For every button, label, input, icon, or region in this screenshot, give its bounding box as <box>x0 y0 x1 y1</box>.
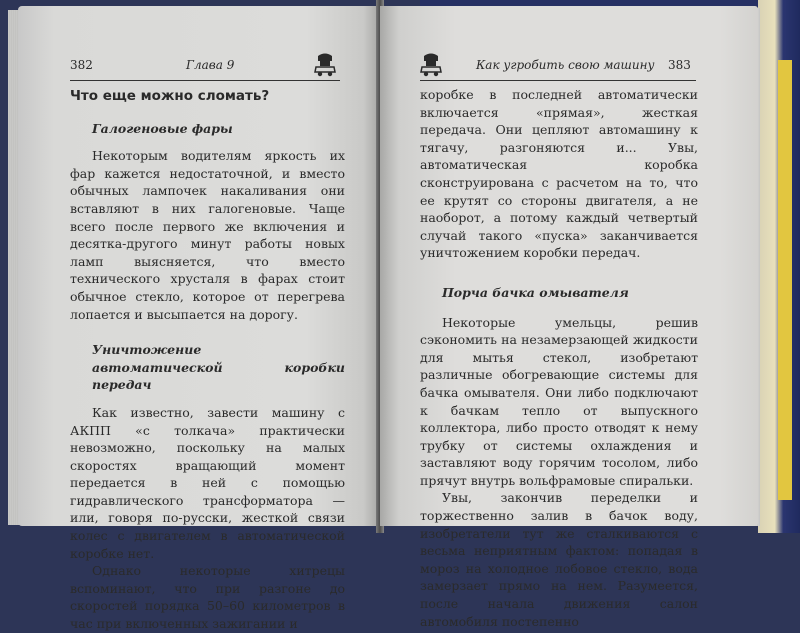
right-page-body <box>420 86 698 630</box>
header-rule <box>420 80 696 81</box>
right-page-number: 383 <box>668 58 691 72</box>
car-driver-icon <box>314 52 336 78</box>
left-page-body <box>70 88 345 633</box>
paragraph: Как известно, завести машину с АКПП «с толкача» практически невозможно, поскольку на малых скоростях вращающий момент передается в ней с помощью гидравлического трансформатора — или, говоря по-русски, жесткой связи колес с двигателем в автоматической коробке нет. <box>70 404 345 561</box>
paragraph-continuation: коробке в последней автоматически включается «прямая», жесткая передача. Они цепляют автомашину к тягачу, разгоняются и... Увы, автоматическая коробка сконструирована с расчетом на то, что ее крутят со стороны двигателя, а не наоборот, а потому каждый четвертый случай такого «пуска» заканчивается уничтожением коробки передач. <box>420 87 698 261</box>
header-rule <box>70 80 340 81</box>
left-page <box>18 6 378 632</box>
car-driver-icon <box>420 52 442 78</box>
paragraph: Однако некоторые хитрецы вспоминают, что при разгоне до скоростей порядка 50–60 километров в час при включенных зажигании и <box>70 563 345 632</box>
subheading-transmission-line1: Уничтожение <box>92 342 202 358</box>
cover-yellow-strip <box>778 60 792 500</box>
running-title: Как угробить свою машину <box>476 58 655 72</box>
chapter-title: Глава 9 <box>186 58 235 72</box>
left-page-number: 382 <box>70 58 93 72</box>
right-page <box>380 6 758 629</box>
subheading-washer: Порча бачка омывателя <box>442 284 629 300</box>
section-heading: Что еще можно сломать? <box>70 88 270 104</box>
paragraph: Некоторые умельцы, решив сэкономить на незамерзающей жидкости для мытья стекол, изобретают различные обогревающие системы для бачка омывателя. Они либо подключают к бачкам тепло от выпускного коллектора, либо просто отводят к нему трубку от системы охлаждения и заставляют воду горячим тосолом, либо прячут внутрь вольфрамовые спиральки. <box>420 314 698 488</box>
subheading-transmission-line2: автоматической коробки передач <box>92 359 345 393</box>
paragraph: Увы, закончив переделки и торжественно залив в бачок воду, изобретатели тут же сталкиваются с весьма неприятным фактом: попадая в мороз на холодное лобовое стекло, вода замерзает прямо на нем. Разумеется, после начала движения салон автомобиля постепенно <box>420 490 698 629</box>
subheading-halogen: Галогеновые фары <box>92 120 233 136</box>
paragraph: Некоторым водителям яркость их фар кажется недостаточной, и вместо обычных лампочек накаливания они вставляют в них галогеновые. Чаще всего после первого же включения и десятка-другого минут работы новых ламп выясняется, что вместо технического хрусталя в фарах стоит обычное стекло, которое от перегрева лопается и высыпается на дорогу. <box>70 148 345 322</box>
